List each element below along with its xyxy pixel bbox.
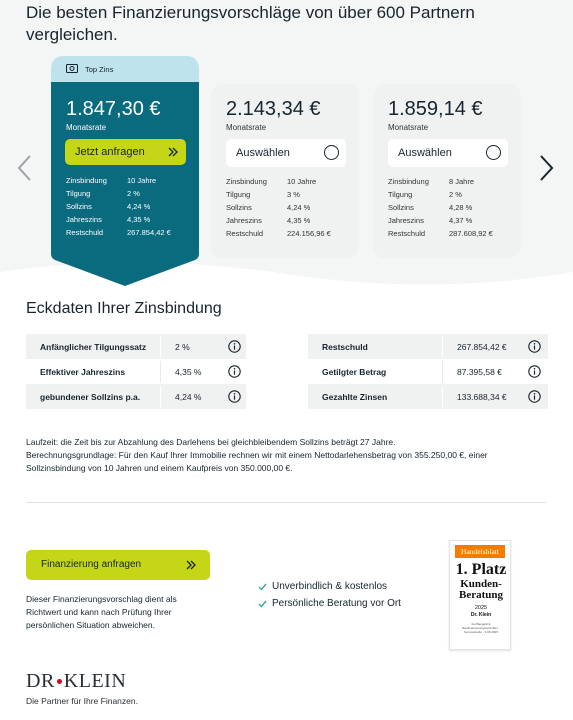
row-value: 2 % — [175, 342, 190, 352]
select-label: Auswählen — [398, 147, 452, 159]
detail-value: 287.608,92 € — [449, 229, 493, 238]
finanzierung-anfragen-button[interactable] — [26, 550, 210, 580]
award-brand: Dr. Klein — [470, 612, 492, 618]
detail-key: Jahreszins — [388, 216, 424, 225]
detail-value: 4,28 % — [449, 203, 473, 212]
detail-key: Jahreszins — [226, 216, 262, 225]
offer-rate-label: Monatsrate — [388, 123, 429, 132]
row-label: Getilgter Betrag — [322, 367, 387, 377]
row-value: 133.688,34 € — [457, 392, 507, 402]
offer-rate-label: Monatsrate — [66, 123, 107, 132]
auswaehlen-button[interactable] — [226, 139, 346, 167]
top-zins-label: Top Zins — [85, 65, 114, 74]
offer-price: 2.143,34 € — [226, 98, 321, 120]
detail-row — [388, 190, 508, 203]
detail-value: 2 % — [127, 189, 140, 198]
detail-row — [66, 228, 186, 241]
offer-details — [66, 176, 186, 241]
table-row — [308, 334, 548, 359]
row-label: Gezahlte Zinsen — [322, 392, 388, 402]
award-title — [454, 579, 508, 601]
info-icon[interactable] — [528, 365, 541, 378]
offer-rate-label: Monatsrate — [226, 123, 267, 132]
auswaehlen-button[interactable] — [388, 139, 508, 167]
carousel-next-arrow-icon[interactable] — [535, 153, 559, 183]
benefit-label: Unverbindlich & kostenlos — [272, 581, 388, 592]
radio-circle-icon[interactable] — [324, 145, 339, 160]
double-chevron-right-icon — [168, 147, 178, 157]
detail-key: Sollzins — [66, 202, 92, 211]
info-icon[interactable] — [528, 340, 541, 353]
double-chevron-right-icon — [186, 560, 196, 570]
detail-row — [66, 189, 186, 202]
row-label: Anfänglicher Tilgungssatz — [40, 342, 147, 352]
detail-row — [226, 203, 346, 216]
benefits-list — [258, 581, 401, 615]
logo-text: KLEIN — [63, 670, 127, 692]
offer-price: 1.847,30 € — [66, 98, 161, 120]
handelsblatt-award-seal — [449, 540, 511, 650]
detail-value: 267.854,42 € — [127, 228, 171, 237]
logo-text: DR — [26, 670, 55, 692]
detail-row — [388, 216, 508, 229]
offer-price: 1.859,14 € — [388, 98, 483, 120]
row-label: gebundener Sollzins p.a. — [40, 392, 141, 402]
info-icon[interactable] — [228, 340, 241, 353]
offer-card[interactable] — [373, 84, 521, 258]
carousel-prev-arrow-icon[interactable] — [14, 153, 38, 183]
detail-row — [388, 203, 508, 216]
detail-key: Tilgung — [226, 190, 251, 199]
column-divider — [160, 361, 161, 382]
detail-key: Restschuld — [66, 228, 104, 237]
award-rank: 1. Platz — [455, 561, 507, 578]
featured-card-content — [51, 82, 199, 282]
detail-row — [226, 177, 346, 190]
eckdaten-table-right — [308, 334, 548, 409]
select-label: Auswählen — [236, 147, 290, 159]
info-icon[interactable] — [228, 365, 241, 378]
award-publisher: Handelsblatt — [455, 545, 505, 558]
detail-row — [388, 177, 508, 190]
logo-dot-icon — [57, 679, 62, 684]
eckdaten-title: Eckdaten Ihrer Zinsbindung — [26, 300, 222, 317]
check-icon — [258, 583, 267, 591]
detail-key: Zinsbindung — [66, 176, 107, 185]
detail-value: 2 % — [449, 190, 462, 199]
jetzt-anfragen-button[interactable] — [65, 139, 186, 165]
detail-key: Sollzins — [388, 203, 414, 212]
calculation-notes — [26, 436, 536, 475]
logo-tagline: Die Partner für Ihre Finanzen. — [26, 696, 138, 706]
table-row — [26, 334, 246, 359]
detail-key: Sollzins — [226, 203, 252, 212]
column-divider — [160, 386, 161, 407]
info-icon[interactable] — [528, 390, 541, 403]
detail-key: Jahreszins — [66, 215, 102, 224]
list-item — [258, 581, 401, 598]
detail-key: Restschuld — [388, 229, 426, 238]
award-title-line: Kunden- — [460, 578, 502, 590]
laufzeit-note: Laufzeit: die Zeit bis zur Abzahlung des Darlehens bei gleichbleibendem Sollzins beträgt 27 Jahre. — [26, 437, 396, 447]
detail-row — [66, 215, 186, 228]
award-year: 2025 — [474, 605, 488, 611]
detail-row — [226, 216, 346, 229]
berechnungsgrundlage-note: Berechnungsgrundlage: Für den Kauf Ihrer Immobilie rechnen wir mit einem Nettodarlehensbetrag von 355.250,00 €, einer Sollzinsbindung von 10 Jahren und einem Kaufpreis von 350.000,00 €. — [26, 450, 488, 473]
detail-key: Tilgung — [388, 190, 413, 199]
offer-card-featured[interactable] — [51, 56, 199, 286]
row-label: Restschuld — [322, 342, 368, 352]
list-item — [258, 598, 401, 615]
dr-klein-logo[interactable] — [26, 670, 126, 693]
detail-value: 4,37 % — [449, 216, 473, 225]
table-row — [308, 384, 548, 409]
column-divider — [442, 386, 443, 407]
offer-card[interactable] — [211, 84, 359, 258]
benefit-label: Persönliche Beratung vor Ort — [272, 598, 401, 609]
table-row — [26, 384, 246, 409]
detail-row — [66, 176, 186, 189]
detail-row — [66, 202, 186, 215]
eckdaten-table-left — [26, 334, 246, 409]
detail-value: 10 Jahre — [287, 177, 317, 186]
column-divider — [160, 336, 161, 357]
detail-value: 4,35 % — [127, 215, 151, 224]
cta-label: Finanzierung anfragen — [41, 559, 142, 570]
divider — [26, 502, 546, 503]
detail-value: 10 Jahre — [127, 176, 157, 185]
detail-value: 8 Jahre — [449, 177, 475, 186]
detail-key: Tilgung — [66, 189, 91, 198]
detail-row — [388, 229, 508, 242]
detail-value: 3 % — [287, 190, 300, 199]
detail-key: Zinsbindung — [388, 177, 429, 186]
disclaimer-text: Dieser Finanzierungsvorschlag dient als Richtwert und kann nach Prüfung Ihrer persönlichen Situation abweichen. — [26, 594, 177, 630]
column-divider — [442, 336, 443, 357]
row-value: 87.395,58 € — [457, 367, 502, 377]
table-row — [26, 359, 246, 384]
column-divider — [442, 361, 443, 382]
award-title-line: Beratung — [459, 589, 503, 601]
page-headline: Die besten Finanzierungsvorschläge von über 600 Partnern vergleichen. — [26, 3, 475, 44]
info-icon[interactable] — [228, 390, 241, 403]
row-label: Effektiver Jahreszins — [40, 367, 126, 377]
detail-value: 4,35 % — [287, 216, 311, 225]
table-row — [308, 359, 548, 384]
award-fineprint: bei Baugeld & Baufinanzierungsvermittler · Servicestudie · 3.06.2025 — [462, 622, 500, 634]
detail-key: Zinsbindung — [226, 177, 267, 186]
check-icon — [258, 600, 267, 608]
detail-row — [226, 190, 346, 203]
row-value: 4,24 % — [175, 392, 202, 402]
top-zins-tab — [51, 56, 199, 82]
offer-details — [226, 177, 346, 242]
detail-row — [226, 229, 346, 242]
offer-details — [388, 177, 508, 242]
row-value: 4,35 % — [175, 367, 202, 377]
detail-key: Restschuld — [226, 229, 264, 238]
radio-circle-icon[interactable] — [486, 145, 501, 160]
cta-label: Jetzt anfragen — [75, 146, 145, 158]
detail-value: 224.156,96 € — [287, 229, 331, 238]
detail-value: 4,24 % — [127, 202, 151, 211]
money-icon — [66, 64, 78, 73]
row-value: 267.854,42 € — [457, 342, 507, 352]
detail-value: 4,24 % — [287, 203, 311, 212]
